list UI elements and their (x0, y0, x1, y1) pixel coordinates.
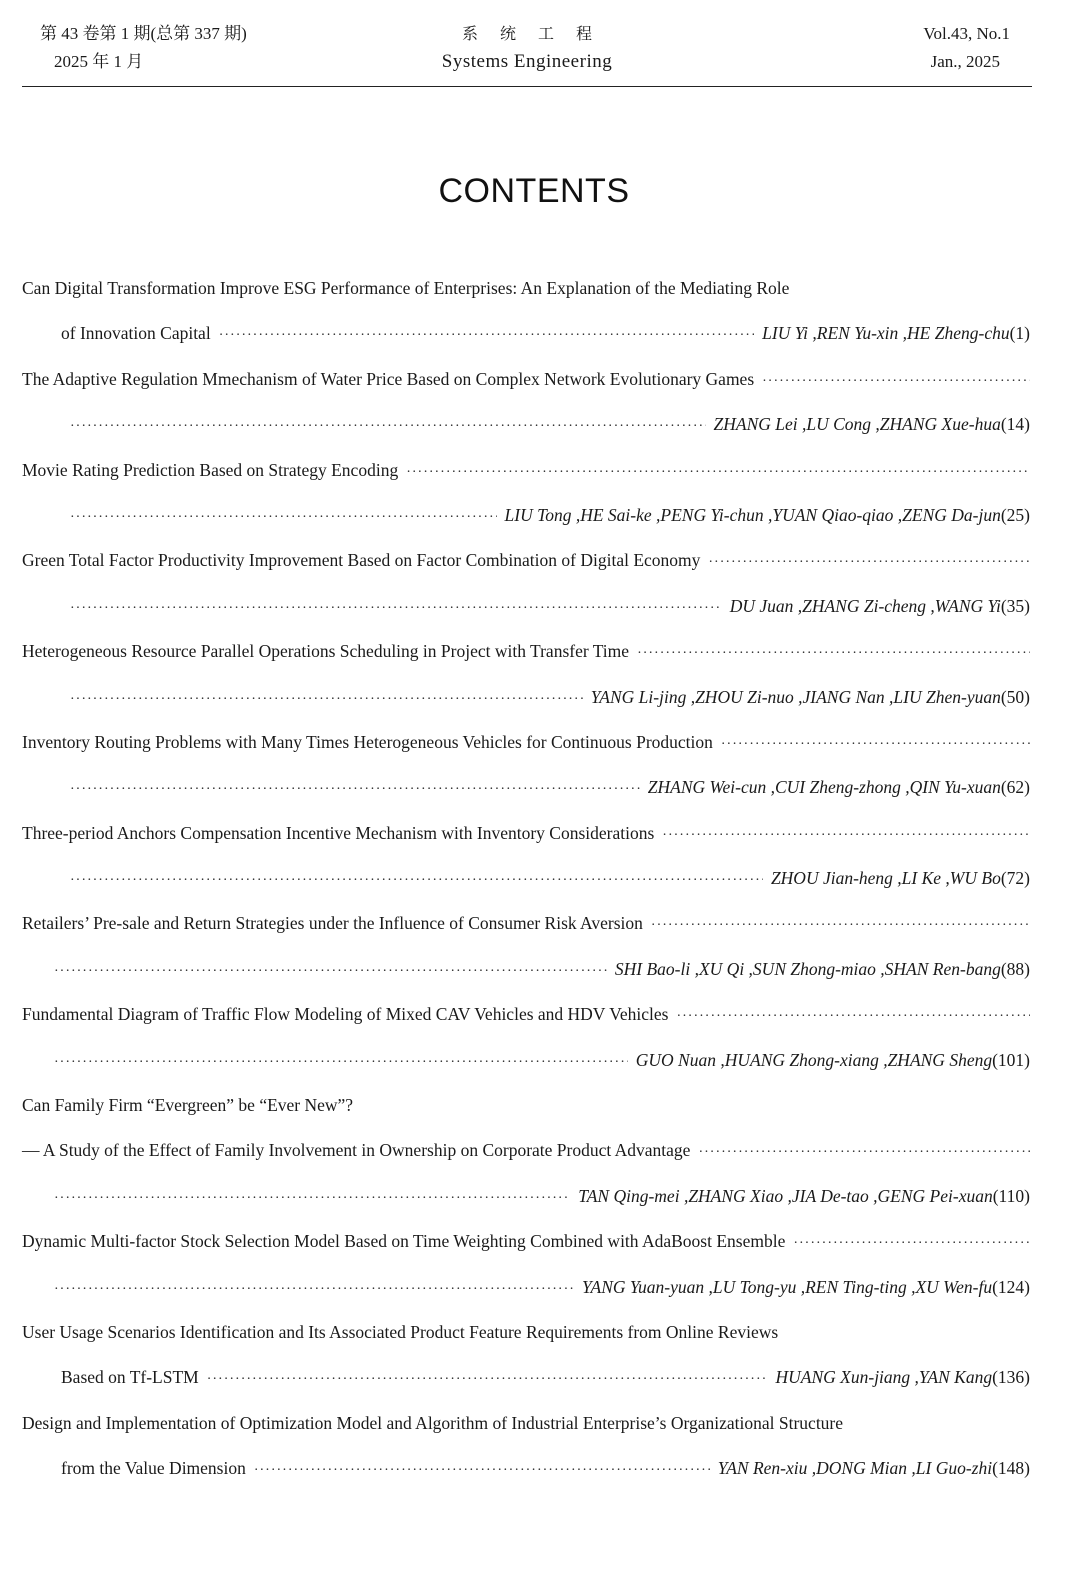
dot-leader (676, 1009, 1030, 1025)
volume-issue-en: Vol.43, No.1 (923, 24, 1010, 43)
dot-leader (708, 555, 1030, 571)
page-title: CONTENTS (438, 172, 630, 210)
dot-leader (70, 782, 640, 798)
date-zh: 2025 年 1 月 (54, 52, 144, 71)
toc-entry-authors: LIU Tong ,HE Sai-ke ,PENG Yi-chun ,YUAN Qiao-qiao ,ZENG Da-jun (504, 504, 1001, 525)
toc-line (22, 1458, 1030, 1503)
dot-leader (70, 419, 706, 435)
dot-leader (762, 374, 1030, 390)
dot-leader (70, 692, 583, 708)
toc-entry-authors: GUO Nuan ,HUANG Zhong-xiang ,ZHANG Sheng (635, 1049, 993, 1070)
toc-entry-authors: SHI Bao-li ,XU Qi ,SUN Zhong-miao ,SHAN Ren-bang (614, 958, 1001, 979)
dot-leader (207, 1372, 768, 1388)
toc-entry-authors: LIU Yi ,REN Yu-xin ,HE Zheng-chu (762, 323, 1010, 344)
dot-leader (406, 465, 1030, 481)
toc-entry-title: The Adaptive Regulation Mmechanism of Water Price Based on Complex Network Evolutionary Games (22, 368, 755, 389)
toc-line (22, 505, 1030, 550)
toc-line (22, 1186, 1030, 1231)
dot-leader (254, 1463, 710, 1479)
toc-line (22, 913, 1030, 958)
toc-entry-page: (25) (1000, 504, 1030, 525)
toc-entry-page: (35) (1000, 595, 1030, 616)
toc-line (22, 1277, 1030, 1322)
toc-line (22, 1140, 1030, 1185)
toc-entry-authors: TAN Qing-mei ,ZHANG Xiao ,JIA De-tao ,GENG Pei-xuan (578, 1185, 993, 1206)
toc-entry-authors: ZHOU Jian-heng ,LI Ke ,WU Bo (770, 868, 1001, 889)
toc-line (22, 1004, 1030, 1049)
journal-name-zh: 系统工程 (461, 24, 614, 43)
dot-leader (70, 601, 722, 617)
volume-issue-zh: 第 43 卷第 1 期(总第 337 期) (40, 24, 247, 43)
toc-entry-page: (110) (992, 1185, 1030, 1206)
journal-name-en: Systems Engineering (441, 51, 613, 72)
toc-entry-page: (1) (1009, 323, 1030, 344)
toc-entry-title: Movie Rating Prediction Based on Strategy Encoding (22, 459, 399, 480)
header-right (923, 20, 1010, 76)
header-center (22, 20, 1032, 76)
dot-leader (219, 328, 754, 344)
dot-leader (721, 737, 1030, 753)
toc-entry-authors: ZHANG Lei ,LU Cong ,ZHANG Xue-hua (713, 414, 1001, 435)
toc-entry-page: (88) (1000, 958, 1030, 979)
toc-line (22, 1413, 1030, 1458)
dot-leader (70, 510, 497, 526)
toc-line (22, 641, 1030, 686)
toc-entry-title: Fundamental Diagram of Traffic Flow Modeling of Mixed CAV Vehicles and HDV Vehicles (22, 1004, 669, 1025)
toc-entry-authors: DU Juan ,ZHANG Zi-cheng ,WANG Yi (729, 595, 1001, 616)
toc-line (22, 550, 1030, 595)
dot-leader (698, 1145, 1030, 1161)
toc-line (22, 1095, 1030, 1140)
toc-entry-title: Can Digital Transformation Improve ESG Performance of Enterprises: An Explanation of the Mediating Role (22, 278, 790, 298)
toc-entry-title: Dynamic Multi-factor Stock Selection Model Based on Time Weighting Combined with AdaBoost Ensemble (22, 1231, 786, 1252)
toc-entry-title: Design and Implementation of Optimization Model and Algorithm of Industrial Enterprise’s Organizational Structure (22, 1412, 844, 1433)
toc-entry-title: — A Study of the Effect of Family Involvement in Ownership on Corporate Product Advantage (22, 1140, 691, 1161)
toc-line (22, 823, 1030, 868)
toc-line (22, 1367, 1030, 1412)
toc-entry-page: (14) (1000, 414, 1030, 435)
toc-line (22, 959, 1030, 1004)
toc-line (22, 323, 1030, 368)
toc-line (22, 1231, 1030, 1276)
toc-entry-title: Green Total Factor Productivity Improvement Based on Factor Combination of Digital Economy (22, 550, 701, 571)
toc-entry-title: Can Family Firm “Evergreen” be “Ever New”? (22, 1095, 354, 1116)
toc-entry-page: (72) (1000, 868, 1030, 889)
dot-leader (793, 1236, 1030, 1252)
dot-leader (54, 964, 607, 980)
toc-entry-title: Three-period Anchors Compensation Incentive Mechanism with Inventory Considerations (22, 822, 655, 843)
toc-line (22, 414, 1030, 459)
toc-entry-title: Inventory Routing Problems with Many Times Heterogeneous Vehicles for Continuous Production (22, 731, 713, 752)
toc-entry-page: (124) (992, 1276, 1030, 1297)
toc-entry-title: User Usage Scenarios Identification and Its Associated Product Feature Requirements from Online Reviews (22, 1321, 779, 1342)
toc-entry-title: from the Value Dimension (61, 1458, 246, 1479)
toc-line (22, 596, 1030, 641)
toc-entry-title: Heterogeneous Resource Parallel Operations Scheduling in Project with Transfer Time (22, 641, 630, 662)
dot-leader (54, 1191, 570, 1207)
toc-line (22, 732, 1030, 777)
toc-line (22, 1322, 1030, 1367)
dot-leader (54, 1055, 628, 1071)
toc-entry-page: (148) (992, 1458, 1030, 1479)
toc-entry-page: (50) (1000, 686, 1030, 707)
dot-leader (651, 918, 1030, 934)
table-of-contents (22, 278, 1030, 1504)
toc-line (22, 1050, 1030, 1095)
toc-line (22, 687, 1030, 732)
journal-header (22, 20, 1032, 87)
toc-entry-page: (62) (1000, 777, 1030, 798)
dot-leader (70, 873, 763, 889)
toc-line (22, 460, 1030, 505)
toc-entry-authors: ZHANG Wei-cun ,CUI Zheng-zhong ,QIN Yu-xuan (647, 777, 1001, 798)
toc-line (22, 278, 1030, 323)
toc-entry-authors: YANG Yuan-yuan ,LU Tong-yu ,REN Ting-ting ,XU Wen-fu (582, 1276, 993, 1297)
toc-line (22, 369, 1030, 414)
toc-entry-title: Based on Tf-LSTM (61, 1367, 199, 1388)
dot-leader (662, 828, 1030, 844)
toc-entry-authors: YAN Ren-xiu ,DONG Mian ,LI Guo-zhi (717, 1458, 993, 1479)
toc-entry-title: of Innovation Capital (61, 323, 211, 344)
toc-entry-authors: YANG Li-jing ,ZHOU Zi-nuo ,JIANG Nan ,LIU Zhen-yuan (590, 686, 1001, 707)
toc-entry-authors: HUANG Xun-jiang ,YAN Kang (775, 1367, 993, 1388)
date-en: Jan., 2025 (930, 52, 1000, 71)
toc-line (22, 777, 1030, 822)
dot-leader (637, 646, 1030, 662)
toc-entry-page: (101) (992, 1049, 1030, 1070)
toc-line (22, 868, 1030, 913)
toc-entry-title: Retailers’ Pre-sale and Return Strategies under the Influence of Consumer Risk Aversion (22, 913, 643, 934)
dot-leader (54, 1282, 574, 1298)
toc-entry-page: (136) (992, 1367, 1030, 1388)
